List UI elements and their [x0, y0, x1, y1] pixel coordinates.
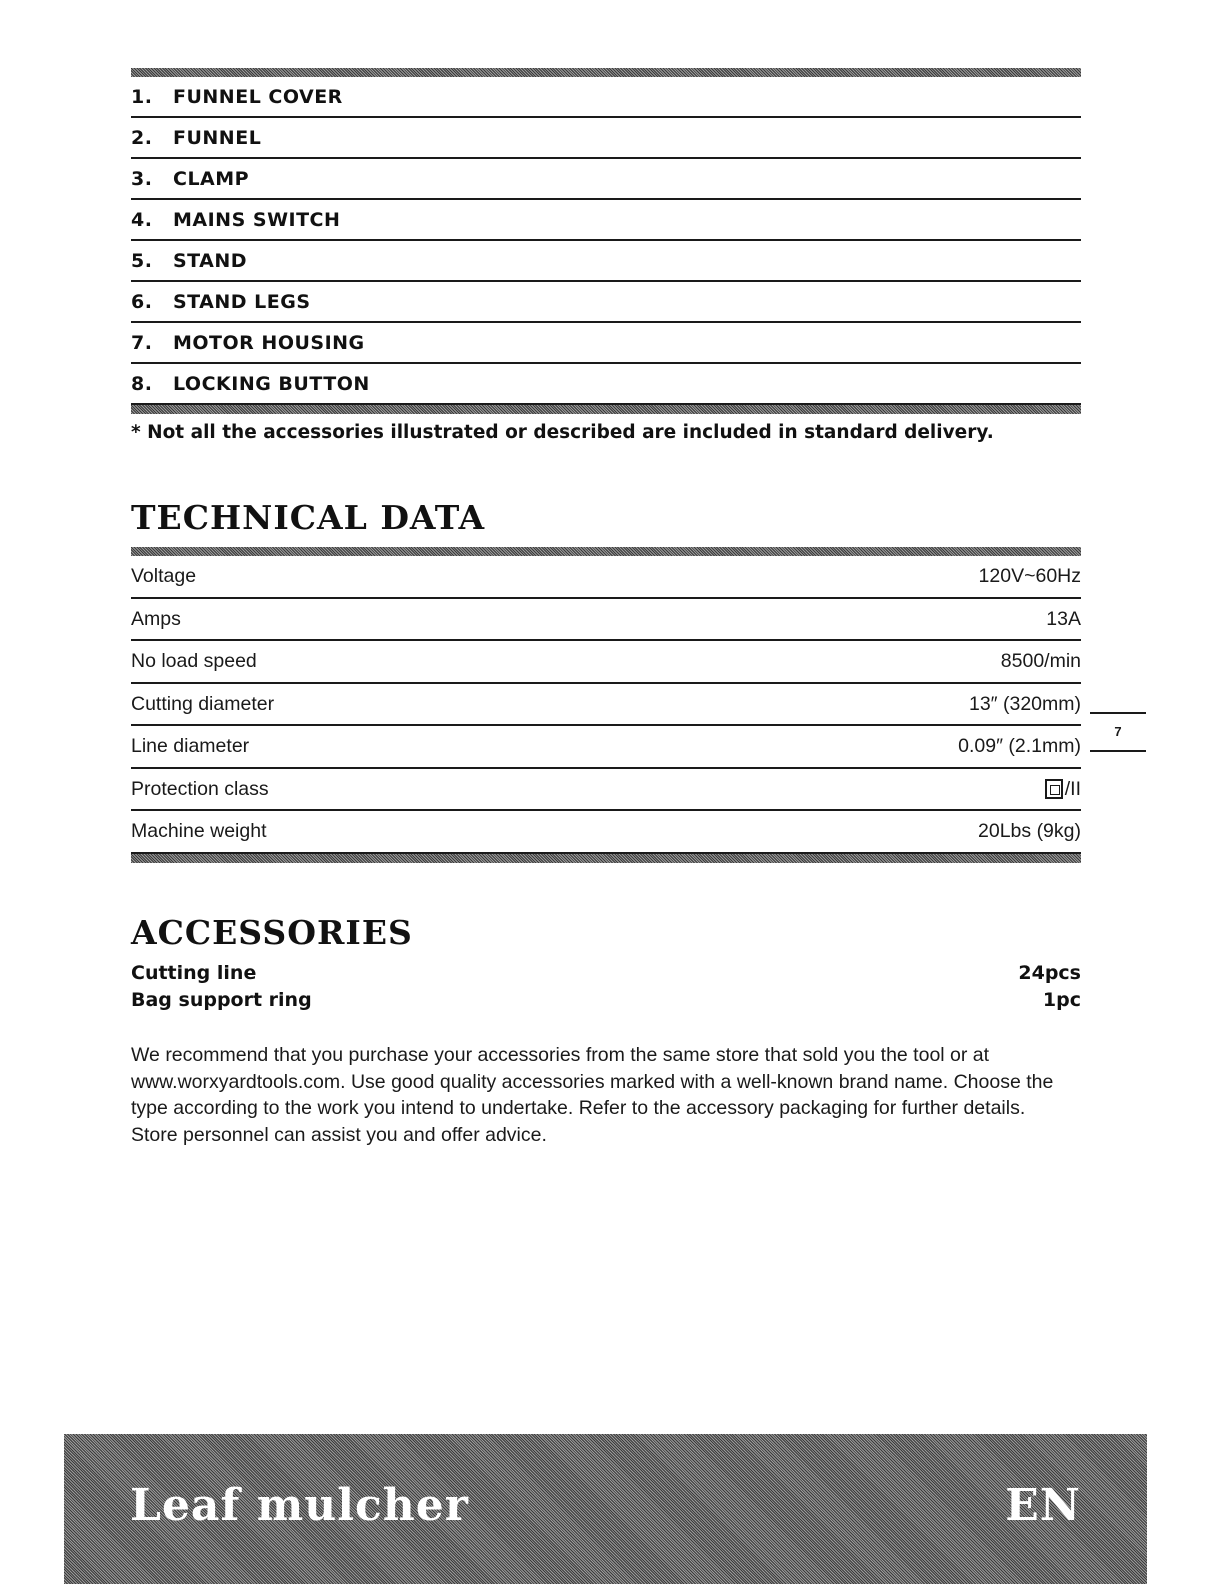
- accessories-paragraph: We recommend that you purchase your accessories from the same store that sold you the tool or at www.worxyardtools.com. Use good quality accessories marked with a well-known brand name. Choose the type according to the work you intend to undertake. Refer to the accessory packaging for further details. Store personnel can assist you and offer advice.: [131, 1044, 1054, 1146]
- part-label: FUNNEL: [173, 126, 262, 149]
- spec-value: 13A: [1046, 607, 1081, 630]
- part-row: [131, 159, 1081, 200]
- accessories-list: [131, 962, 1081, 1016]
- delivery-note: * Not all the accessories illustrated or described are included in standard delivery.: [131, 422, 994, 443]
- part-row: [131, 241, 1081, 282]
- top-band: [131, 547, 1081, 556]
- part-number: 5.: [131, 249, 153, 272]
- accessory-qty: 24pcs: [1018, 962, 1081, 984]
- part-label: STAND LEGS: [173, 290, 311, 313]
- bottom-band: [131, 405, 1081, 414]
- spec-row-weight: [131, 811, 1081, 854]
- accessory-label: Cutting line: [131, 962, 257, 984]
- spec-value: 120V~60Hz: [978, 565, 1081, 588]
- spec-label: Amps: [131, 607, 181, 630]
- spec-label: No load speed: [131, 650, 257, 673]
- parts-list: [131, 68, 1081, 414]
- spec-label: Line diameter: [131, 735, 250, 758]
- protection-class-text: /II: [1064, 777, 1081, 800]
- part-number: 2.: [131, 126, 153, 149]
- spec-value: 0.09″ (2.1mm): [958, 735, 1081, 758]
- spec-row-amps: [131, 599, 1081, 642]
- part-row: [131, 364, 1081, 405]
- spec-value: 8500/min: [1000, 650, 1081, 673]
- spec-row-protection-class: [131, 769, 1081, 812]
- spec-row-cutting-diameter: [131, 684, 1081, 727]
- part-number: 4.: [131, 208, 153, 231]
- page-number: 7: [1114, 724, 1122, 739]
- part-label: CLAMP: [173, 167, 250, 190]
- spec-value: [1045, 778, 1081, 801]
- spec-row-speed: [131, 641, 1081, 684]
- spec-row-voltage: [131, 556, 1081, 599]
- part-number: 7.: [131, 331, 153, 354]
- part-row: [131, 323, 1081, 364]
- part-label: MAINS SWITCH: [173, 208, 341, 231]
- spec-label: Cutting diameter: [131, 692, 275, 715]
- page-number-marker: [1090, 712, 1146, 752]
- part-row: [131, 77, 1081, 118]
- part-label: LOCKING BUTTON: [173, 372, 370, 395]
- accessory-item: [131, 989, 1081, 1016]
- accessory-label: Bag support ring: [131, 989, 312, 1011]
- language-code: EN: [1005, 1479, 1081, 1531]
- technical-data-table: [131, 547, 1081, 863]
- part-row: [131, 200, 1081, 241]
- spec-value: 13″ (320mm): [968, 692, 1081, 715]
- part-row: [131, 118, 1081, 159]
- accessory-item: [131, 962, 1081, 989]
- technical-data-title: TECHNICAL DATA: [131, 498, 486, 537]
- spec-label: Voltage: [131, 565, 197, 588]
- spec-label: Protection class: [131, 777, 269, 800]
- product-title: Leaf mulcher: [130, 1479, 469, 1531]
- spec-value: 20Lbs (9kg): [978, 820, 1081, 843]
- part-number: 8.: [131, 372, 153, 395]
- bottom-band: [131, 854, 1081, 863]
- divider: [1090, 750, 1146, 752]
- double-insulation-icon: [1045, 779, 1063, 799]
- part-number: 1.: [131, 85, 153, 108]
- footer-banner: [64, 1434, 1147, 1584]
- part-number: 6.: [131, 290, 153, 313]
- accessory-qty: 1pc: [1042, 989, 1081, 1011]
- part-label: FUNNEL COVER: [173, 85, 343, 108]
- accessories-title: ACCESSORIES: [131, 913, 413, 952]
- part-label: MOTOR HOUSING: [173, 331, 365, 354]
- spec-label: Machine weight: [131, 820, 267, 843]
- part-number: 3.: [131, 167, 153, 190]
- spec-row-line-diameter: [131, 726, 1081, 769]
- top-band: [131, 68, 1081, 77]
- part-label: STAND: [173, 249, 248, 272]
- part-row: [131, 282, 1081, 323]
